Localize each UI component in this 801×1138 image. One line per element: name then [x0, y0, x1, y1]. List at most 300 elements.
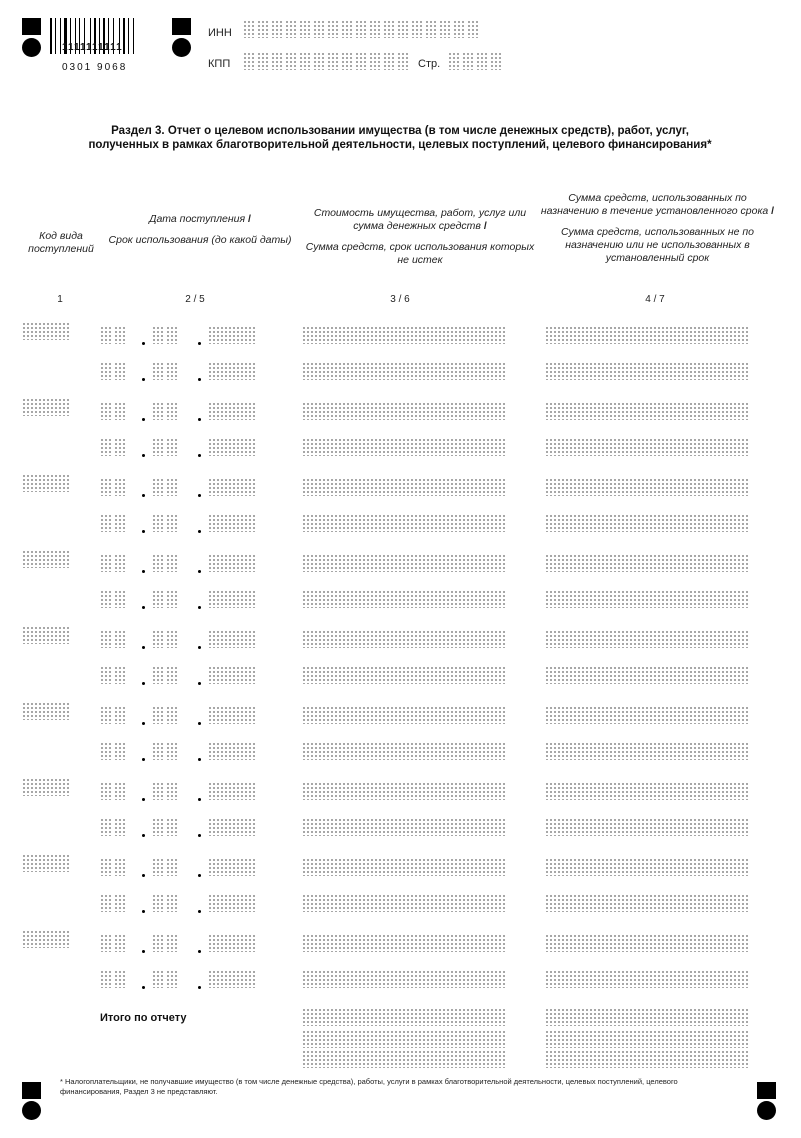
input-cell[interactable]: [166, 362, 179, 380]
input-cell[interactable]: [557, 858, 568, 876]
usage-year-field[interactable]: [208, 818, 256, 836]
input-cell[interactable]: [34, 322, 45, 340]
input-cell[interactable]: [338, 858, 349, 876]
input-cell[interactable]: [434, 554, 445, 572]
input-cell[interactable]: [446, 478, 457, 496]
input-cell[interactable]: [152, 326, 165, 344]
input-cell[interactable]: [46, 854, 57, 872]
input-cell[interactable]: [605, 1050, 616, 1068]
input-cell[interactable]: [629, 782, 640, 800]
input-cell[interactable]: [557, 818, 568, 836]
input-cell[interactable]: [314, 362, 325, 380]
input-cell[interactable]: [302, 818, 313, 836]
input-cell[interactable]: [665, 514, 676, 532]
input-cell[interactable]: [569, 706, 580, 724]
unexpired-amount-field[interactable]: [302, 666, 506, 684]
input-cell[interactable]: [593, 630, 604, 648]
input-cell[interactable]: [453, 20, 466, 38]
input-cell[interactable]: [398, 970, 409, 988]
input-cell[interactable]: [713, 478, 724, 496]
input-cell[interactable]: [569, 402, 580, 420]
total-col3-field[interactable]: [302, 1030, 506, 1048]
input-cell[interactable]: [470, 782, 481, 800]
value-amount-field[interactable]: [302, 402, 506, 420]
input-cell[interactable]: [58, 474, 69, 492]
input-cell[interactable]: [434, 666, 445, 684]
misused-amount-field[interactable]: [545, 818, 749, 836]
input-cell[interactable]: [494, 1050, 505, 1068]
input-cell[interactable]: [302, 1008, 313, 1026]
input-cell[interactable]: [362, 1008, 373, 1026]
input-cell[interactable]: [220, 362, 231, 380]
misused-amount-field[interactable]: [545, 666, 749, 684]
input-cell[interactable]: [629, 1030, 640, 1048]
input-cell[interactable]: [362, 438, 373, 456]
input-cell[interactable]: [458, 894, 469, 912]
input-cell[interactable]: [434, 894, 445, 912]
input-cell[interactable]: [350, 1030, 361, 1048]
input-cell[interactable]: [545, 1050, 556, 1068]
input-cell[interactable]: [302, 554, 313, 572]
input-cell[interactable]: [220, 402, 231, 420]
input-cell[interactable]: [725, 706, 736, 724]
input-cell[interactable]: [737, 818, 748, 836]
input-cell[interactable]: [338, 478, 349, 496]
input-cell[interactable]: [653, 894, 664, 912]
input-cell[interactable]: [581, 438, 592, 456]
input-cell[interactable]: [386, 630, 397, 648]
input-cell[interactable]: [689, 438, 700, 456]
input-cell[interactable]: [617, 402, 628, 420]
input-cell[interactable]: [410, 630, 421, 648]
input-cell[interactable]: [545, 1030, 556, 1048]
input-cell[interactable]: [302, 326, 313, 344]
usage-month-field[interactable]: [152, 970, 180, 988]
input-cell[interactable]: [653, 630, 664, 648]
unexpired-amount-field[interactable]: [302, 742, 506, 760]
input-cell[interactable]: [665, 590, 676, 608]
input-cell[interactable]: [617, 438, 628, 456]
input-cell[interactable]: [152, 894, 165, 912]
misused-amount-field[interactable]: [545, 514, 749, 532]
input-cell[interactable]: [220, 478, 231, 496]
input-cell[interactable]: [369, 52, 382, 70]
input-cell[interactable]: [232, 554, 243, 572]
input-cell[interactable]: [653, 554, 664, 572]
input-cell[interactable]: [617, 478, 628, 496]
receipt-month-field[interactable]: [152, 934, 180, 952]
input-cell[interactable]: [22, 474, 33, 492]
value-amount-field[interactable]: [302, 630, 506, 648]
input-cell[interactable]: [220, 934, 231, 952]
input-cell[interactable]: [494, 362, 505, 380]
input-cell[interactable]: [386, 782, 397, 800]
input-cell[interactable]: [494, 326, 505, 344]
used-amount-field[interactable]: [545, 630, 749, 648]
input-cell[interactable]: [482, 782, 493, 800]
input-cell[interactable]: [725, 858, 736, 876]
input-cell[interactable]: [232, 438, 243, 456]
input-cell[interactable]: [605, 514, 616, 532]
input-cell[interactable]: [58, 778, 69, 796]
input-cell[interactable]: [701, 818, 712, 836]
input-cell[interactable]: [220, 438, 231, 456]
input-cell[interactable]: [629, 858, 640, 876]
input-cell[interactable]: [701, 782, 712, 800]
input-cell[interactable]: [114, 438, 127, 456]
input-cell[interactable]: [34, 854, 45, 872]
input-cell[interactable]: [362, 818, 373, 836]
input-cell[interactable]: [386, 402, 397, 420]
input-cell[interactable]: [494, 554, 505, 572]
input-cell[interactable]: [232, 858, 243, 876]
input-cell[interactable]: [314, 438, 325, 456]
input-cell[interactable]: [689, 1030, 700, 1048]
input-cell[interactable]: [581, 782, 592, 800]
code-field[interactable]: [22, 854, 70, 872]
input-cell[interactable]: [58, 626, 69, 644]
input-cell[interactable]: [285, 20, 298, 38]
input-cell[interactable]: [617, 742, 628, 760]
input-cell[interactable]: [629, 706, 640, 724]
input-cell[interactable]: [593, 1008, 604, 1026]
usage-day-field[interactable]: [100, 362, 128, 380]
input-cell[interactable]: [232, 402, 243, 420]
input-cell[interactable]: [422, 894, 433, 912]
value-amount-field[interactable]: [302, 934, 506, 952]
input-cell[interactable]: [383, 52, 396, 70]
usage-day-field[interactable]: [100, 590, 128, 608]
input-cell[interactable]: [434, 362, 445, 380]
receipt-year-field[interactable]: [208, 934, 256, 952]
input-cell[interactable]: [569, 630, 580, 648]
input-cell[interactable]: [422, 934, 433, 952]
input-cell[interactable]: [482, 478, 493, 496]
input-cell[interactable]: [326, 894, 337, 912]
input-cell[interactable]: [386, 742, 397, 760]
input-cell[interactable]: [326, 666, 337, 684]
input-cell[interactable]: [713, 402, 724, 420]
input-cell[interactable]: [350, 402, 361, 420]
input-cell[interactable]: [410, 514, 421, 532]
input-cell[interactable]: [100, 666, 113, 684]
input-cell[interactable]: [100, 818, 113, 836]
input-cell[interactable]: [374, 1050, 385, 1068]
input-cell[interactable]: [114, 630, 127, 648]
input-cell[interactable]: [326, 514, 337, 532]
input-cell[interactable]: [569, 514, 580, 532]
input-cell[interactable]: [725, 1050, 736, 1068]
input-cell[interactable]: [569, 326, 580, 344]
input-cell[interactable]: [482, 858, 493, 876]
input-cell[interactable]: [617, 782, 628, 800]
input-cell[interactable]: [458, 554, 469, 572]
input-cell[interactable]: [374, 478, 385, 496]
input-cell[interactable]: [374, 554, 385, 572]
input-cell[interactable]: [410, 666, 421, 684]
input-cell[interactable]: [362, 894, 373, 912]
input-cell[interactable]: [713, 782, 724, 800]
input-cell[interactable]: [100, 858, 113, 876]
input-cell[interactable]: [725, 326, 736, 344]
input-cell[interactable]: [34, 550, 45, 568]
input-cell[interactable]: [166, 402, 179, 420]
input-cell[interactable]: [641, 1050, 652, 1068]
input-cell[interactable]: [701, 554, 712, 572]
input-cell[interactable]: [232, 326, 243, 344]
input-cell[interactable]: [467, 20, 480, 38]
input-cell[interactable]: [152, 478, 165, 496]
input-cell[interactable]: [314, 666, 325, 684]
input-cell[interactable]: [557, 666, 568, 684]
input-cell[interactable]: [494, 402, 505, 420]
receipt-month-field[interactable]: [152, 858, 180, 876]
input-cell[interactable]: [677, 1050, 688, 1068]
input-cell[interactable]: [314, 590, 325, 608]
input-cell[interactable]: [641, 402, 652, 420]
input-cell[interactable]: [166, 858, 179, 876]
input-cell[interactable]: [299, 20, 312, 38]
input-cell[interactable]: [338, 666, 349, 684]
input-cell[interactable]: [725, 666, 736, 684]
input-cell[interactable]: [100, 894, 113, 912]
input-cell[interactable]: [617, 666, 628, 684]
input-cell[interactable]: [569, 894, 580, 912]
input-cell[interactable]: [629, 402, 640, 420]
input-cell[interactable]: [220, 706, 231, 724]
input-cell[interactable]: [434, 1030, 445, 1048]
input-cell[interactable]: [605, 362, 616, 380]
input-cell[interactable]: [545, 362, 556, 380]
misused-amount-field[interactable]: [545, 894, 749, 912]
input-cell[interactable]: [244, 326, 255, 344]
input-cell[interactable]: [689, 514, 700, 532]
input-cell[interactable]: [557, 934, 568, 952]
input-cell[interactable]: [713, 1050, 724, 1068]
input-cell[interactable]: [374, 858, 385, 876]
input-cell[interactable]: [569, 666, 580, 684]
input-cell[interactable]: [350, 326, 361, 344]
input-cell[interactable]: [302, 1030, 313, 1048]
input-cell[interactable]: [208, 858, 219, 876]
input-cell[interactable]: [434, 858, 445, 876]
input-cell[interactable]: [350, 970, 361, 988]
input-cell[interactable]: [581, 514, 592, 532]
input-cell[interactable]: [326, 630, 337, 648]
input-cell[interactable]: [244, 970, 255, 988]
input-cell[interactable]: [470, 590, 481, 608]
input-cell[interactable]: [314, 402, 325, 420]
input-cell[interactable]: [439, 20, 452, 38]
input-cell[interactable]: [446, 1030, 457, 1048]
input-cell[interactable]: [208, 666, 219, 684]
input-cell[interactable]: [446, 326, 457, 344]
input-cell[interactable]: [232, 590, 243, 608]
input-cell[interactable]: [593, 706, 604, 724]
input-cell[interactable]: [593, 818, 604, 836]
usage-day-field[interactable]: [100, 894, 128, 912]
input-cell[interactable]: [302, 630, 313, 648]
input-cell[interactable]: [557, 402, 568, 420]
input-cell[interactable]: [593, 1030, 604, 1048]
input-cell[interactable]: [545, 818, 556, 836]
input-cell[interactable]: [653, 970, 664, 988]
input-cell[interactable]: [470, 742, 481, 760]
unexpired-amount-field[interactable]: [302, 514, 506, 532]
input-cell[interactable]: [470, 1008, 481, 1026]
input-cell[interactable]: [629, 478, 640, 496]
input-cell[interactable]: [701, 1030, 712, 1048]
input-cell[interactable]: [374, 742, 385, 760]
input-cell[interactable]: [410, 894, 421, 912]
usage-month-field[interactable]: [152, 590, 180, 608]
input-cell[interactable]: [374, 362, 385, 380]
input-cell[interactable]: [152, 934, 165, 952]
input-cell[interactable]: [689, 1008, 700, 1026]
input-cell[interactable]: [725, 742, 736, 760]
input-cell[interactable]: [46, 930, 57, 948]
input-cell[interactable]: [152, 742, 165, 760]
receipt-day-field[interactable]: [100, 402, 128, 420]
input-cell[interactable]: [593, 514, 604, 532]
input-cell[interactable]: [569, 1050, 580, 1068]
input-cell[interactable]: [713, 970, 724, 988]
input-cell[interactable]: [314, 630, 325, 648]
input-cell[interactable]: [641, 362, 652, 380]
input-cell[interactable]: [545, 706, 556, 724]
input-cell[interactable]: [166, 894, 179, 912]
input-cell[interactable]: [398, 1050, 409, 1068]
usage-year-field[interactable]: [208, 742, 256, 760]
input-cell[interactable]: [641, 326, 652, 344]
input-cell[interactable]: [653, 706, 664, 724]
input-cell[interactable]: [350, 818, 361, 836]
input-cell[interactable]: [545, 438, 556, 456]
input-cell[interactable]: [629, 894, 640, 912]
usage-year-field[interactable]: [208, 438, 256, 456]
usage-month-field[interactable]: [152, 514, 180, 532]
input-cell[interactable]: [386, 362, 397, 380]
input-cell[interactable]: [569, 782, 580, 800]
input-cell[interactable]: [617, 934, 628, 952]
input-cell[interactable]: [593, 742, 604, 760]
input-cell[interactable]: [114, 858, 127, 876]
input-cell[interactable]: [100, 326, 113, 344]
input-cell[interactable]: [386, 1030, 397, 1048]
input-cell[interactable]: [470, 858, 481, 876]
input-cell[interactable]: [410, 706, 421, 724]
input-cell[interactable]: [470, 934, 481, 952]
input-cell[interactable]: [422, 1008, 433, 1026]
input-cell[interactable]: [713, 630, 724, 648]
input-cell[interactable]: [557, 478, 568, 496]
input-cell[interactable]: [569, 590, 580, 608]
input-cell[interactable]: [446, 666, 457, 684]
input-cell[interactable]: [327, 52, 340, 70]
input-cell[interactable]: [665, 666, 676, 684]
input-cell[interactable]: [713, 1030, 724, 1048]
input-cell[interactable]: [458, 742, 469, 760]
input-cell[interactable]: [581, 1030, 592, 1048]
input-cell[interactable]: [545, 514, 556, 532]
input-cell[interactable]: [398, 630, 409, 648]
input-cell[interactable]: [725, 894, 736, 912]
input-cell[interactable]: [557, 1030, 568, 1048]
receipt-day-field[interactable]: [100, 326, 128, 344]
input-cell[interactable]: [410, 438, 421, 456]
input-cell[interactable]: [350, 590, 361, 608]
input-cell[interactable]: [46, 550, 57, 568]
input-cell[interactable]: [374, 818, 385, 836]
input-cell[interactable]: [374, 1008, 385, 1026]
input-cell[interactable]: [581, 478, 592, 496]
input-cell[interactable]: [581, 970, 592, 988]
input-cell[interactable]: [46, 398, 57, 416]
input-cell[interactable]: [434, 402, 445, 420]
input-cell[interactable]: [617, 554, 628, 572]
input-cell[interactable]: [605, 818, 616, 836]
input-cell[interactable]: [458, 782, 469, 800]
input-cell[interactable]: [545, 554, 556, 572]
input-cell[interactable]: [34, 474, 45, 492]
input-cell[interactable]: [677, 934, 688, 952]
input-cell[interactable]: [617, 818, 628, 836]
input-cell[interactable]: [458, 590, 469, 608]
input-cell[interactable]: [665, 1030, 676, 1048]
input-cell[interactable]: [593, 934, 604, 952]
input-cell[interactable]: [593, 666, 604, 684]
input-cell[interactable]: [689, 782, 700, 800]
input-cell[interactable]: [665, 858, 676, 876]
input-cell[interactable]: [244, 934, 255, 952]
input-cell[interactable]: [166, 326, 179, 344]
input-cell[interactable]: [166, 514, 179, 532]
input-cell[interactable]: [244, 706, 255, 724]
input-cell[interactable]: [232, 666, 243, 684]
input-cell[interactable]: [244, 362, 255, 380]
input-cell[interactable]: [114, 666, 127, 684]
input-cell[interactable]: [701, 970, 712, 988]
input-cell[interactable]: [713, 742, 724, 760]
input-cell[interactable]: [208, 894, 219, 912]
input-cell[interactable]: [653, 1050, 664, 1068]
input-cell[interactable]: [362, 666, 373, 684]
input-cell[interactable]: [34, 626, 45, 644]
input-cell[interactable]: [557, 782, 568, 800]
usage-month-field[interactable]: [152, 894, 180, 912]
input-cell[interactable]: [386, 934, 397, 952]
input-cell[interactable]: [208, 326, 219, 344]
receipt-day-field[interactable]: [100, 478, 128, 496]
input-cell[interactable]: [629, 630, 640, 648]
value-amount-field[interactable]: [302, 782, 506, 800]
input-cell[interactable]: [166, 818, 179, 836]
input-cell[interactable]: [737, 402, 748, 420]
input-cell[interactable]: [302, 590, 313, 608]
input-cell[interactable]: [593, 970, 604, 988]
input-cell[interactable]: [208, 706, 219, 724]
input-cell[interactable]: [737, 1050, 748, 1068]
receipt-year-field[interactable]: [208, 706, 256, 724]
input-cell[interactable]: [220, 666, 231, 684]
input-cell[interactable]: [458, 1030, 469, 1048]
code-field[interactable]: [22, 626, 70, 644]
input-cell[interactable]: [22, 702, 33, 720]
input-cell[interactable]: [326, 1050, 337, 1068]
input-cell[interactable]: [482, 590, 493, 608]
input-cell[interactable]: [362, 858, 373, 876]
input-cell[interactable]: [314, 742, 325, 760]
